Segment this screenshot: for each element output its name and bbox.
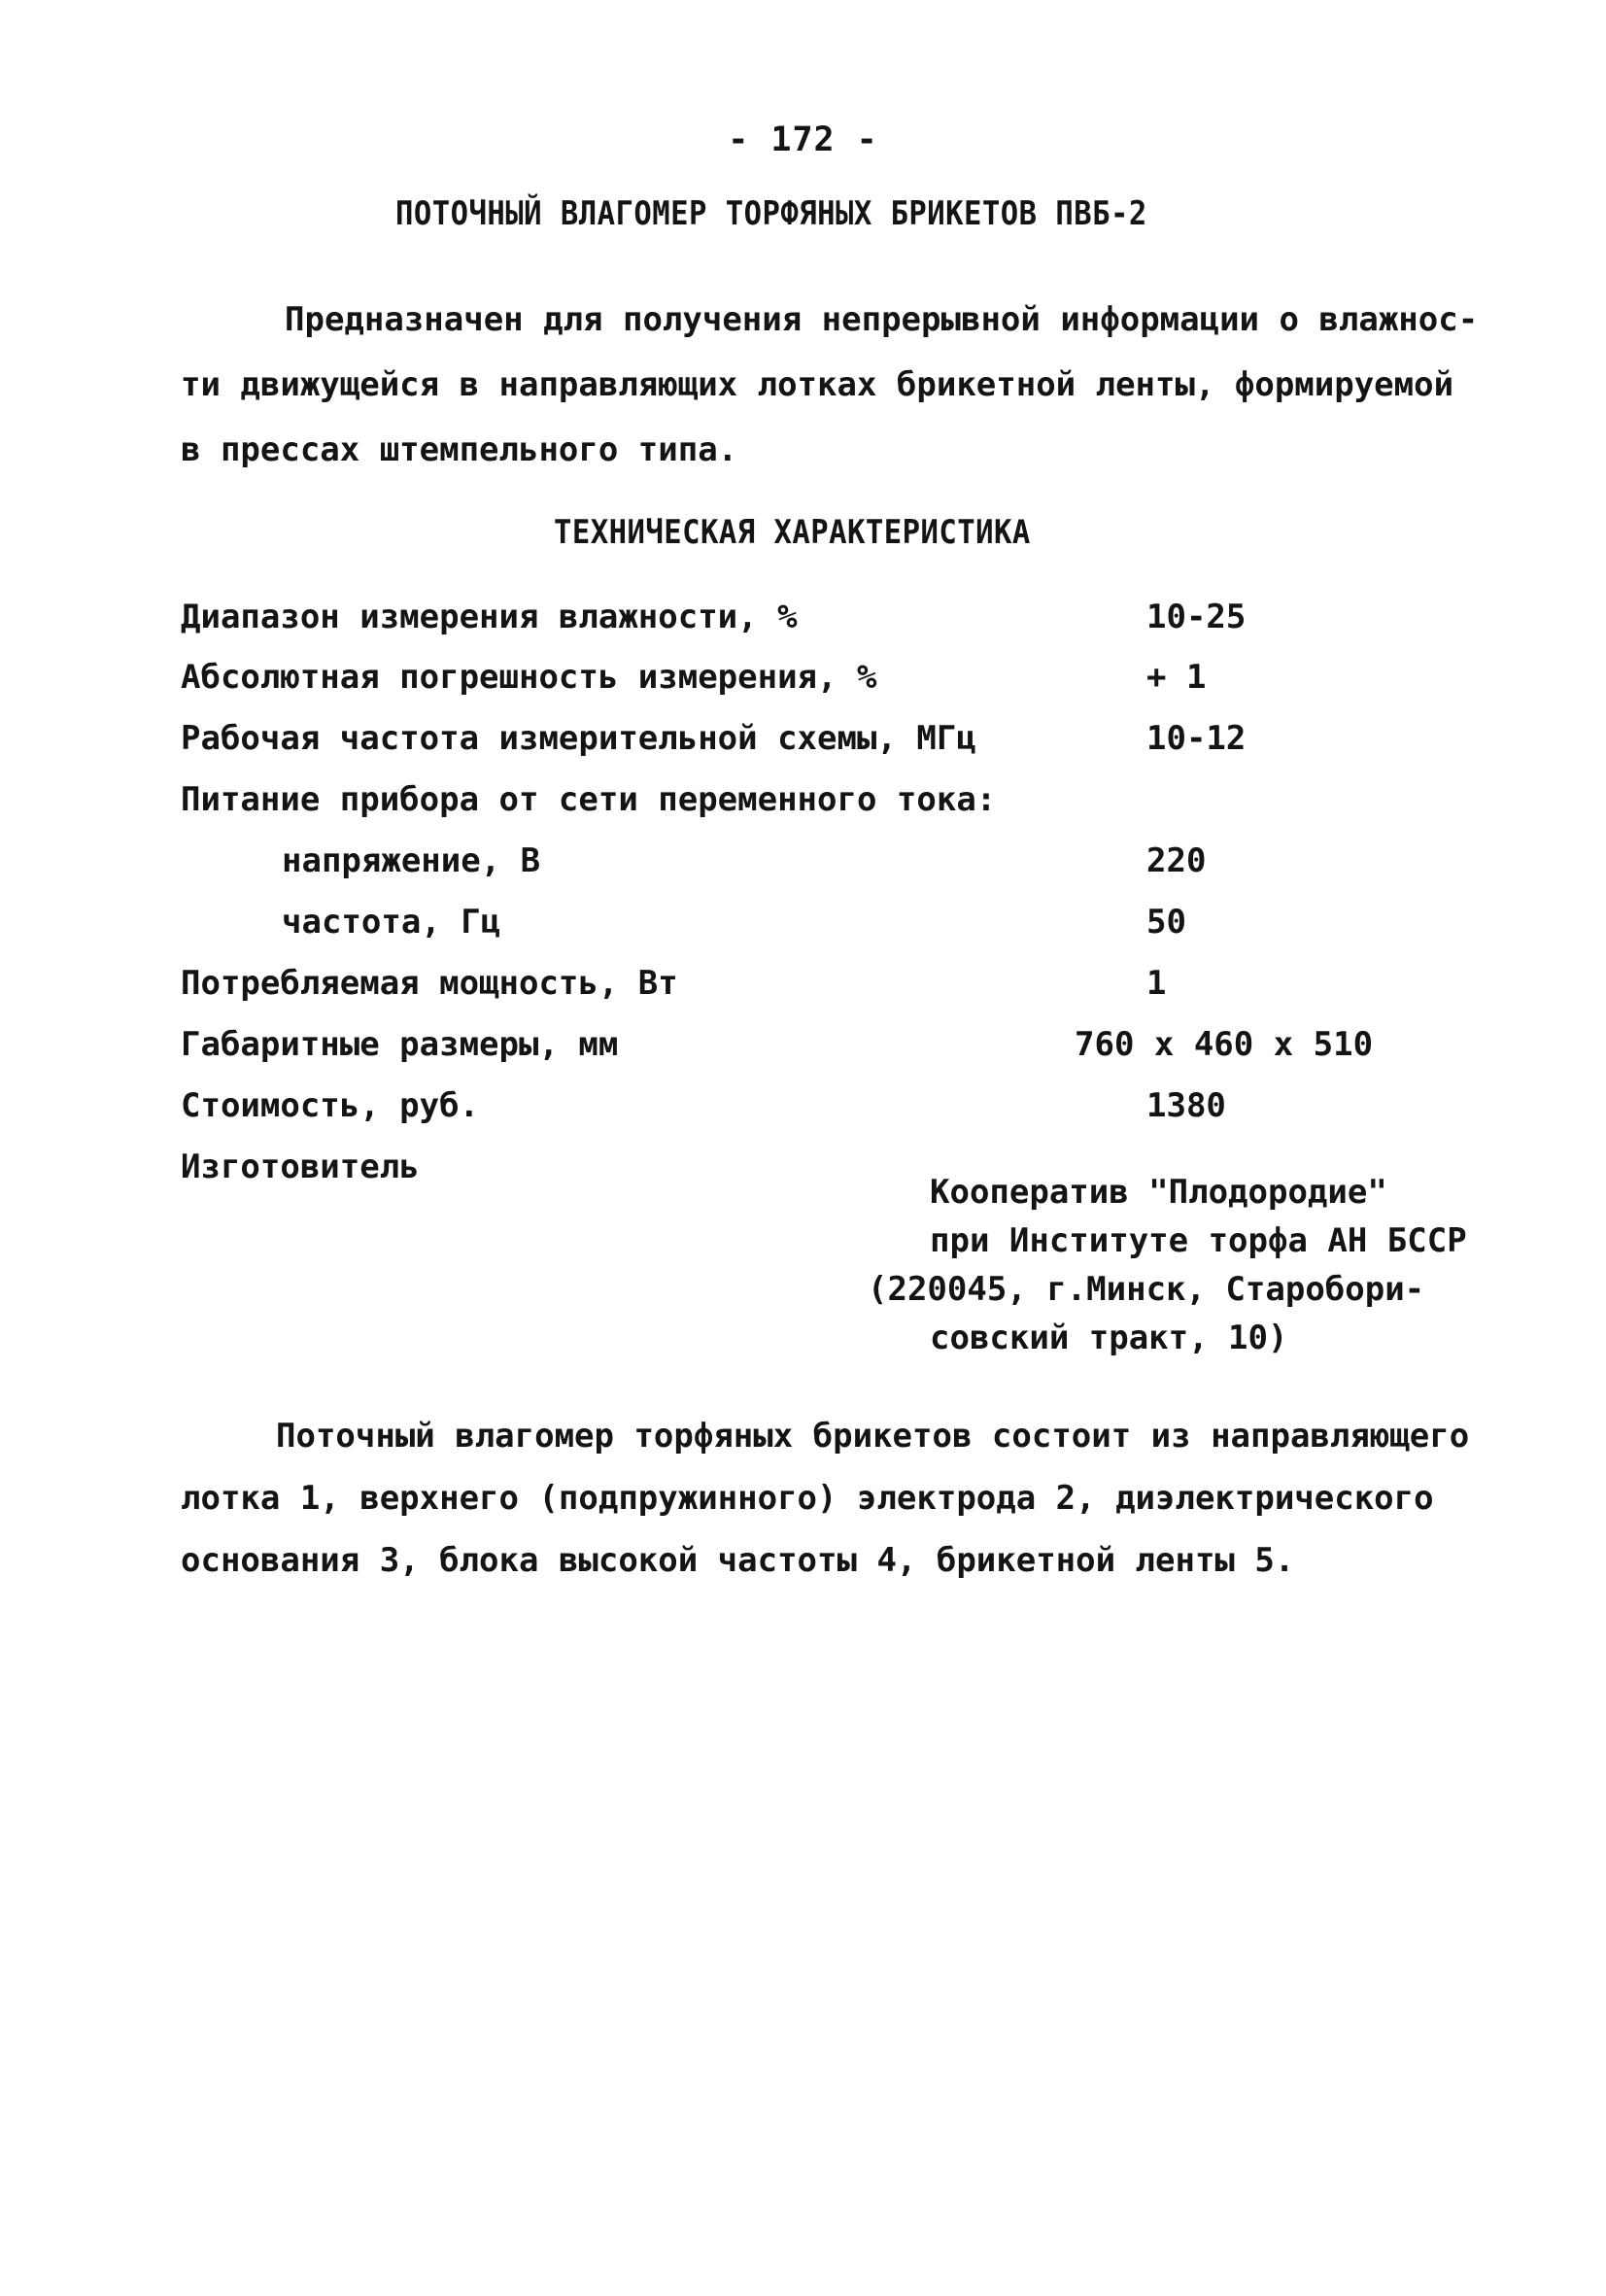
intro-line: Предназначен для получения непрерывной информации о влажнос- <box>285 300 1479 339</box>
document-title: ПОТОЧНЫЙ ВЛАГОМЕР ТОРФЯНЫХ БРИКЕТОВ ПВБ-2 <box>395 194 1147 233</box>
spec-row-power-consumption <box>181 964 1444 1012</box>
intro-paragraph <box>181 288 1479 483</box>
spec-label: Диапазон измерения влажности, % <box>181 598 798 636</box>
closing-line: лотка 1, верхнего (подпружинного) электрода 2, диэлектрического <box>181 1479 1434 1518</box>
spec-row-absolute-error <box>181 658 1444 706</box>
manufacturer-line: совский тракт, 10) <box>930 1319 1288 1357</box>
spec-row-voltage <box>181 841 1444 890</box>
page-number: - 172 - <box>728 120 878 159</box>
closing-paragraph <box>181 1405 1470 1592</box>
section-heading: ТЕХНИЧЕСКАЯ ХАРАКТЕРИСТИКА <box>554 513 1031 552</box>
spec-label: Изготовитель <box>181 1148 420 1186</box>
spec-row-dimensions <box>181 1025 1444 1074</box>
spec-label: Стоимость, руб. <box>181 1086 480 1125</box>
spec-row-operating-frequency <box>181 719 1444 768</box>
closing-line: основания 3, блока высокой частоты 4, брикетной ленты 5. <box>181 1541 1295 1580</box>
spec-value: 1380 <box>1146 1086 1226 1125</box>
spec-label: Потребляемая мощность, Вт <box>181 964 678 1003</box>
closing-line: Поточный влагомер торфяных брикетов состоит из направляющего <box>276 1417 1470 1456</box>
spec-value: + 1 <box>1146 658 1207 697</box>
spec-row-cost <box>181 1086 1444 1135</box>
manufacturer-line: при Институте торфа АН БССР <box>930 1221 1467 1260</box>
spec-label: Питание прибора от сети переменного тока: <box>181 780 997 819</box>
spec-value: 50 <box>1146 903 1186 942</box>
intro-line: в прессах штемпельного типа. <box>181 430 738 469</box>
spec-value: 220 <box>1146 841 1207 880</box>
spec-value: 1 <box>1146 964 1167 1003</box>
manufacturer-line: (220045, г.Минск, Старобори- <box>868 1270 1425 1309</box>
manufacturer-block <box>868 1168 1467 1362</box>
spec-label: частота, Гц <box>282 903 501 942</box>
spec-label: напряжение, В <box>282 841 541 880</box>
spec-row-power-supply <box>181 780 1444 829</box>
spec-value: 760 x 460 x 510 <box>1075 1025 1374 1064</box>
spec-row-mains-frequency <box>181 903 1444 951</box>
spec-label: Абсолютная погрешность измерения, % <box>181 658 877 697</box>
spec-label: Рабочая частота измерительной схемы, МГц <box>181 719 976 758</box>
intro-line: ти движущейся в направляющих лотках брикетной ленты, формируемой <box>181 365 1454 404</box>
spec-value: 10-12 <box>1146 719 1247 758</box>
spec-value: 10-25 <box>1146 598 1247 636</box>
spec-row-humidity-range <box>181 598 1444 646</box>
spec-label: Габаритные размеры, мм <box>181 1025 619 1064</box>
manufacturer-line: Кооператив "Плодородие" <box>930 1173 1387 1212</box>
